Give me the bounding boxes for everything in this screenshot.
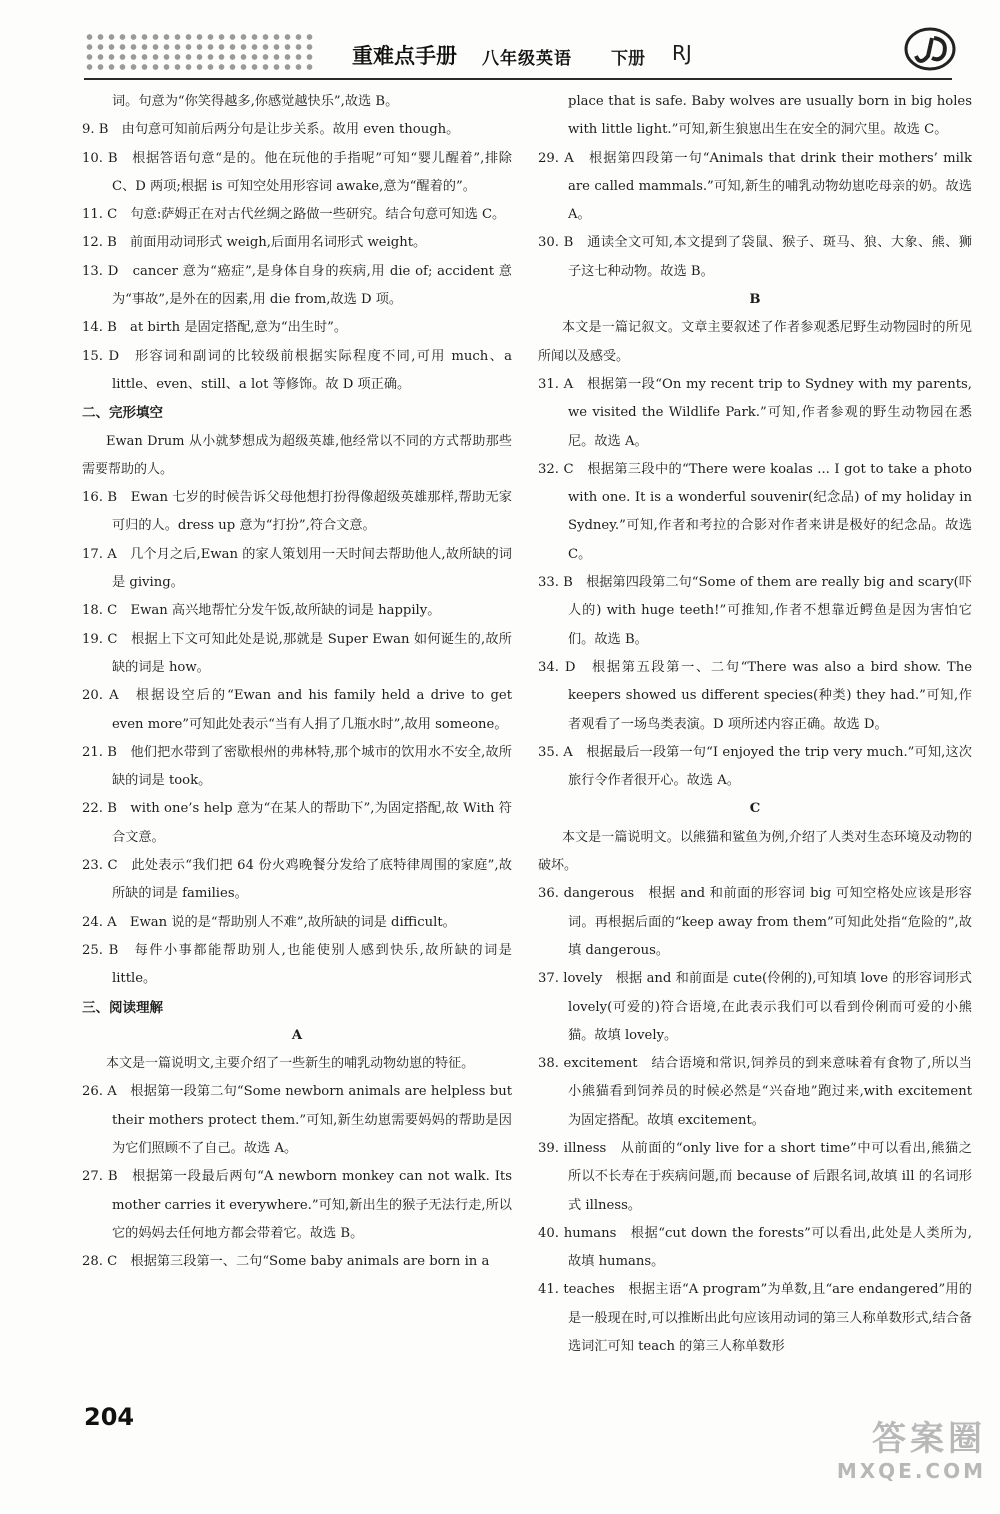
section-heading: 三、阅读理解 (82, 999, 163, 1016)
answer-item: 17. A 几个月之后,Ewan 的家人策划用一天时间去帮助他人,故所缺的词是 giving。 (82, 546, 512, 591)
watermark-url: MXQE.COM (836, 1459, 986, 1483)
answer-item: 27. B 根据第一段最后两句“A newborn monkey can not walk. Its mother carries it everywhere.”可知,新出生的猴子无法行走,所以它的妈妈去任何地方都会带着它。故选 B。 (82, 1169, 512, 1241)
answer-item: 16. B Ewan 七岁的时候告诉父母他想打扮得像超级英雄那样,帮助无家可归的人。dress up 意为“打扮”,符合文意。 (82, 490, 512, 534)
right-column (538, 88, 972, 1361)
left-column (82, 88, 512, 1276)
answer-item: 19. C 根据上下文可知此处是说,那就是 Super Ewan 如何诞生的,故所缺的词是 how。 (82, 631, 512, 675)
answer-item: 22. B with one’s help 意为“在某人的帮助下”,为固定搭配,故 With 符合文意。 (82, 801, 512, 845)
answer-item: 36. dangerous 根据 and 和前面的形容词 big 可知空格处应该是形容词。再根据后面的“keep away from them”可知此处指“危险的”,故填 dangerous。 (538, 886, 972, 958)
section-heading: 二、完形填空 (82, 405, 163, 422)
answer-item: 25. B 每件小事都能帮助别人,也能使别人感到快乐,故所缺的词是 little。 (82, 942, 512, 987)
header-dot-pattern (84, 32, 314, 72)
answer-item: 37. lovely 根据 and 和前面是 cute(伶俐的),可知填 love 的形容词形式 lovely(可爱的)符合语境,在此表示我们可以看到伶俐而可爱的小熊猫。故填 lovely。 (538, 971, 972, 1043)
passage-intro: 本文是一篇记叙文。文章主要叙述了作者参观悉尼野生动物园时的所见所闻以及感受。 (538, 320, 972, 364)
answer-item: 14. B at birth 是固定搭配,意为“出生时”。 (82, 320, 348, 336)
page-header (0, 0, 1000, 88)
answer-item: 31. A 根据第一段“On my recent trip to Sydney with my parents, we visited the Wildlife Park.”可知,作者参观的野生动物园在悉尼。故选 A。 (538, 376, 972, 449)
passage-intro: 本文是一篇说明文,主要介绍了一些新生的哺乳动物幼崽的特征。 (106, 1056, 475, 1072)
answer-item: 41. teaches 根据主语“A program”为单数,且“are endangered”用的是一般现在时,可以推断出此句应该用动词的第三人称单数形式,结合备选词汇可知 teach 的第三人称单数形 (538, 1282, 973, 1355)
answer-item: 9. B 由句意可知前后两分句是让步关系。故用 even though。 (82, 122, 460, 138)
answer-item: 39. illness 从前面的“only live for a short time”中可以看出,熊猫之所以不长寿在于疾病问题,而 because of 后跟名词,故填 ill 的名词形式 illness。 (538, 1140, 972, 1213)
page-number: 204 (84, 1403, 135, 1431)
answer-item: 18. C Ewan 高兴地帮忙分发午饭,故所缺的词是 happily。 (82, 603, 441, 619)
watermark (837, 1420, 986, 1484)
answer-continuation: 词。句意为“你笑得越多,你感觉越快乐”,故选 B。 (112, 94, 399, 109)
answer-item: 32. C 根据第三段中的“There were koalas ... I got to take a photo with one. It is a wonderful souvenir(纪念品) of my holiday in Sydney.”可知,作者和考拉的合影对作者来讲是极好的纪念品。故选 C。 (538, 461, 972, 562)
passage-intro: Ewan Drum 从小就梦想成为超级英雄,他经常以不同的方式帮助那些需要帮助的人。 (82, 433, 512, 477)
answer-continuation: place that is safe. Baby wolves are usually born in big holes with little light.”可知,新生狼崽出生在安全的洞穴里。故选 C。 (568, 94, 972, 138)
book-subtitle: 八年级英语 (482, 49, 572, 69)
answer-item: 10. B 根据答语句意“是的。他在玩他的手指呢”可知“婴儿醒着”,排除 C、D 两项;根据 is 可知空处用形容词 awake,意为“醒着的”。 (82, 150, 512, 194)
book-title: 重难点手册 (352, 44, 457, 68)
answer-item: 23. C 此处表示“我们把 64 份火鸡晚餐分发给了底特律周围的家庭”,故所缺的词是 families。 (82, 858, 512, 902)
answer-item: 30. B 通读全文可知,本文提到了袋鼠、猴子、斑马、狼、大象、熊、狮子这七种动物。故选 B。 (538, 235, 972, 279)
answer-item: 28. C 根据第三段第一、二句“Some baby animals are born in a (82, 1254, 490, 1270)
answer-item: 20. A 根据设空后的“Ewan and his family held a drive to get even more”可知此处表示“当有人捐了几瓶水时”,故用 someone。 (82, 688, 512, 732)
passage-intro: 本文是一篇说明文。以熊猫和鲨鱼为例,介绍了人类对生态环境及动物的破坏。 (538, 829, 972, 874)
answer-item: 29. A 根据第四段第一句“Animals that drink their mothers’ milk are called mammals.”可知,新生的哺乳动物幼崽吃母亲的奶。故选 A。 (538, 150, 972, 223)
answer-item: 38. excitement 结合语境和常识,饲养员的到来意味着有食物了,所以当小熊猫看到饲养员的时候必然是“兴奋地”跑过来,with excitement 为固定搭配。故填 excitement。 (538, 1056, 972, 1128)
passage-label: C (749, 801, 761, 817)
watermark-text: 答案圈 (872, 1419, 986, 1459)
answer-item: 13. D cancer 意为“癌症”,是身体自身的疾病,用 die of; accident 意为“事故”,是外在的因素,用 die from,故选 D 项。 (82, 263, 512, 308)
publisher-logo-icon (904, 26, 956, 72)
answer-item: 11. C 句意:萨姆正在对古代丝绸之路做一些研究。结合句意可知选 C。 (82, 207, 506, 223)
passage-label: A (291, 1027, 303, 1043)
header-rule (84, 78, 952, 80)
book-volume: 下册 (611, 49, 645, 69)
book-edition: RJ (672, 41, 692, 65)
passage-label: B (749, 292, 761, 308)
answer-item: 15. D 形容词和副词的比较级前根据实际程度不同,可用 much、a little、even、still、a lot 等修饰。故 D 项正确。 (82, 348, 512, 392)
answer-item: 21. B 他们把水带到了密歇根州的弗林特,那个城市的饮用水不安全,故所缺的词是 took。 (82, 744, 512, 789)
answer-item: 24. A Ewan 说的是“帮助别人不难”,故所缺的词是 difficult。 (82, 914, 456, 930)
answer-item: 33. B 根据第四段第二句“Some of them are really big and scary(吓人的) with huge teeth!”可推知,作者不想靠近鳄鱼是因为害怕它们。故选 B。 (538, 575, 972, 647)
answer-item: 40. humans 根据“cut down the forests”可以看出,此处是人类所为,故填 humans。 (538, 1225, 972, 1270)
answer-item: 12. B 前面用动词形式 weigh,后面用名词形式 weight。 (82, 235, 427, 251)
answer-item: 35. A 根据最后一段第一句“I enjoyed the trip very much.”可知,这次旅行令作者很开心。故选 A。 (538, 744, 972, 789)
answer-item: 26. A 根据第一段第二句“Some newborn animals are helpless but their mothers protect them.”可知,新生幼崽需要妈妈的帮助是因为它们照顾不了自己。故选 A。 (82, 1084, 512, 1156)
answer-item: 34. D 根据第五段第一、二句“There was also a bird show. The keepers showed us different species(种类) they had.”可知,作者观看了一场鸟类表演。D 项所述内容正确。故选 D。 (538, 659, 972, 732)
